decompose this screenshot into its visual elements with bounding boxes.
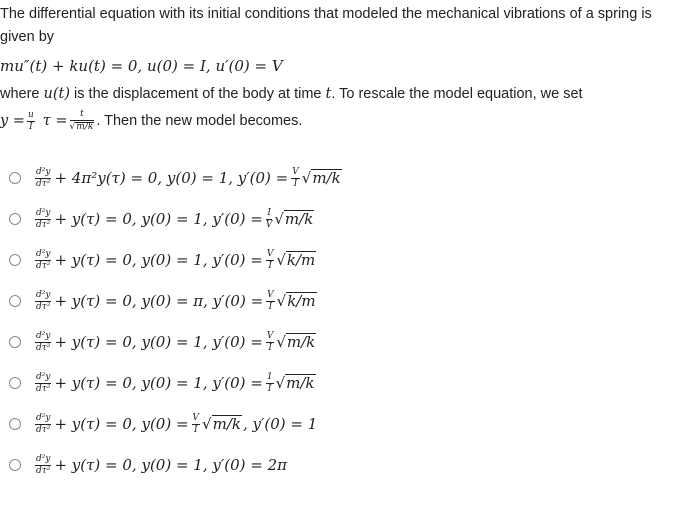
dy-den: dτ² — [36, 301, 51, 312]
rescale-tau-den: √m/k — [69, 122, 94, 132]
option-frac-num: V — [267, 289, 274, 300]
rescale-tau-label: τ = — [42, 113, 68, 130]
option-frac-den: I — [268, 301, 273, 312]
radio-button[interactable] — [9, 336, 21, 348]
option-rest: + y(τ) = 0, y(0) = 1, y′(0) = — [54, 251, 263, 269]
option-radicand: m/k — [286, 374, 315, 392]
rescale-y-num: u — [27, 109, 34, 120]
dy-den: dτ² — [36, 260, 51, 271]
radio-button[interactable] — [9, 377, 21, 389]
option-rest: + y(τ) = 0, y(0) = 1, y′(0) = 2π — [54, 456, 288, 474]
option-equation: $\frac{\text{d²y}}{\text{dτ²}}$ + y(τ) = 0, y(0) = π, y′(0) = $\frac{V}{I}$ √k/m — [36, 289, 316, 312]
line4-suffix: . To rescale the model equation, we set — [331, 86, 583, 102]
question-line-2: given by — [0, 29, 55, 45]
option-frac-num: V — [192, 412, 200, 423]
dy-den: dτ² — [36, 219, 51, 230]
dy-num: d²y — [36, 166, 51, 177]
line4-mid: is the displacement of the body at time — [70, 86, 326, 102]
option-equation: $\frac{\text{d²y}}{\text{dτ²}}$ + y(τ) = 0, y(0) = $\frac{V}{I}$ √m/k , y′(0) = 1 — [36, 412, 318, 435]
option-frac-den: V — [265, 219, 273, 230]
question-line-4 — [0, 86, 583, 102]
option-radicand: m/k — [212, 415, 241, 433]
rescale-tau-frac — [70, 110, 95, 133]
option-rest: + y(τ) = 0, y(0) = — [54, 415, 189, 433]
dy-den: dτ² — [36, 178, 51, 189]
line4-prefix: where — [0, 86, 44, 102]
option-rest: + y(τ) = 0, y(0) = 1, y′(0) = — [54, 210, 263, 228]
rescale-line — [0, 110, 302, 133]
option-radicand: m/k — [312, 169, 341, 187]
rescale-tau-radicand: m/k — [76, 122, 94, 132]
option-frac-den: I — [293, 178, 298, 189]
option-tail: , y′(0) = 1 — [242, 415, 318, 433]
option-rest: + y(τ) = 0, y(0) = π, y′(0) = — [54, 292, 264, 310]
option-equation: $\frac{\text{d²y}}{\text{dτ²}}$ + y(τ) = 0, y(0) = 1, y′(0) = $\frac{I}{V}$ √m/k — [36, 207, 314, 230]
dy-num: d²y — [36, 330, 51, 341]
rescale-y-frac — [27, 111, 35, 132]
option-frac-den: I — [194, 424, 198, 435]
dy-den: dτ² — [36, 383, 51, 394]
option-frac-den: I — [268, 342, 272, 353]
option-equation: $\frac{\text{d²y}}{\text{dτ²}}$ + y(τ) = 0, y(0) = 1, y′(0) = $\frac{1}{I}$ √m/k — [36, 371, 315, 394]
rescale-y-label: y = — [0, 113, 25, 130]
option-equation: $\frac{\text{d²y}}{\text{dτ²}}$ + y(τ) = 0, y(0) = 1, y′(0) = $\frac{V}{I}$ √m/k — [36, 330, 316, 353]
radio-button[interactable] — [9, 459, 21, 471]
option-radicand: m/k — [286, 333, 316, 351]
option-rest: + y(τ) = 0, y(0) = 1, y′(0) = — [54, 374, 263, 392]
option-frac-num: V — [266, 248, 274, 259]
line4-var: u(t) — [43, 86, 71, 102]
option-rest: + y(τ) = 0, y(0) = 1, y′(0) = — [54, 333, 263, 351]
dy-num: d²y — [36, 412, 51, 423]
dy-num: d²y — [36, 371, 51, 382]
question-line-1: The differential equation with its initial conditions that modeled the mechanical vibrations of a spring is — [0, 6, 652, 22]
dy-num: d²y — [36, 248, 51, 259]
dy-num: d²y — [36, 453, 51, 464]
answer-option-5[interactable] — [0, 324, 420, 360]
dy-den: dτ² — [36, 424, 51, 435]
dy-den: dτ² — [36, 465, 51, 476]
answer-option-7[interactable] — [0, 406, 420, 442]
dy-num: d²y — [36, 207, 51, 218]
answer-option-3[interactable] — [0, 242, 420, 278]
radio-button[interactable] — [9, 418, 21, 430]
option-frac-num: V — [266, 330, 274, 341]
option-equation: $\frac{\text{d²y}}{\text{dτ²}}$ + y(τ) = 0, y(0) = 1, y′(0) = $\frac{V}{I}$ √k/m — [36, 248, 316, 271]
rescale-suffix: . Then the new model becomes. — [96, 113, 303, 130]
dy-num: d²y — [36, 289, 51, 300]
radio-button[interactable] — [9, 172, 21, 184]
radio-button[interactable] — [9, 254, 21, 266]
radio-button[interactable] — [9, 213, 21, 225]
answer-option-1[interactable] — [0, 160, 420, 196]
option-frac-num: V — [292, 166, 299, 177]
option-radicand: m/k — [284, 210, 314, 228]
option-equation: $\frac{\text{d²y}}{\text{dτ²}}$ + 4π²y(τ) = 0, y(0) = 1, y′(0) = $\frac{V}{I}$ √m/k — [36, 166, 341, 189]
option-frac-den: I — [268, 260, 272, 271]
dy-den: dτ² — [36, 342, 51, 353]
answer-option-8[interactable] — [0, 447, 420, 483]
option-frac-num: 1 — [266, 371, 273, 382]
option-radicand: k/m — [287, 292, 316, 310]
answer-option-6[interactable] — [0, 365, 420, 401]
radio-button[interactable] — [9, 295, 21, 307]
option-equation — [33, 455, 288, 476]
option-frac-den: I — [267, 383, 272, 394]
option-radicand: k/m — [286, 251, 316, 269]
model-equation: mu″(t) + ku(t) = 0, u(0) = I, u′(0) = V — [0, 57, 283, 75]
option-rest: + 4π²y(τ) = 0, y(0) = 1, y′(0) = — [54, 169, 289, 187]
answer-option-4[interactable] — [0, 283, 420, 319]
rescale-tau-num: t — [70, 110, 95, 121]
rescale-y-den: I — [29, 121, 33, 132]
option-frac-num: I — [267, 207, 271, 218]
answer-option-2[interactable] — [0, 201, 420, 237]
line4-t: t — [325, 86, 332, 102]
